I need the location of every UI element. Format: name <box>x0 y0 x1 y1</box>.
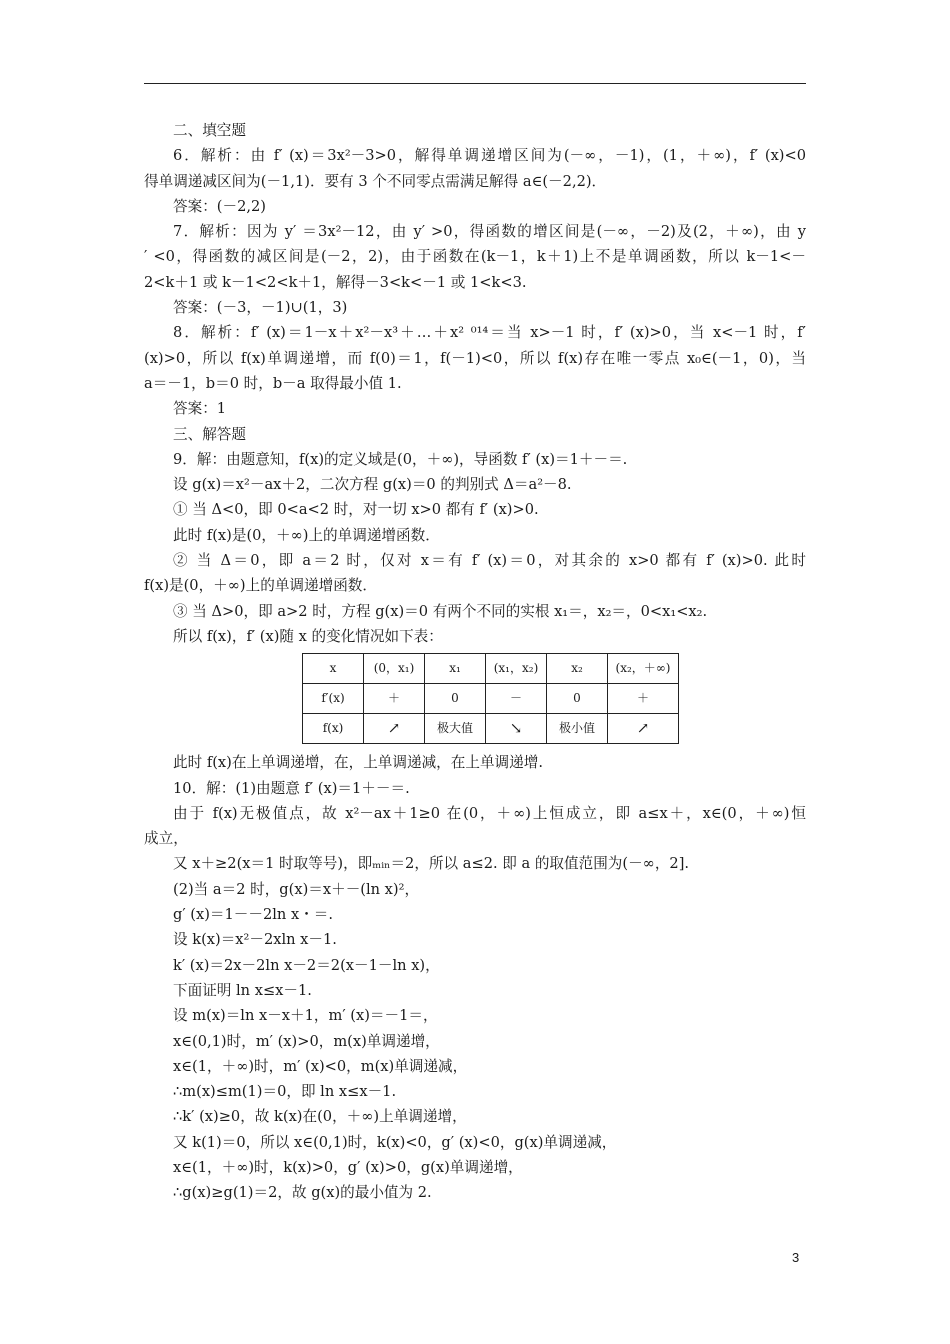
table-cell: x₁ <box>425 654 486 684</box>
text-line: 7．解析：因为 y′ ＝3x²－12，由 y′ >0，得函数的增区间是(－∞，－2)及(2，＋∞)，由 y <box>173 223 806 241</box>
text-line: 10．解：(1)由题意 f′ (x)＝1＋－＝. <box>173 779 410 797</box>
text-line: k′ (x)＝2x－2ln x－2＝2(x－1－ln x)， <box>173 956 440 974</box>
text-line: 得单调递减区间为(－1,1)．要有 3 个不同零点需满足解得 a∈(－2,2)． <box>144 172 607 190</box>
header-rule <box>144 83 806 84</box>
text-line: ∴m(x)≤m(1)＝0，即 ln x≤x－1. <box>173 1083 397 1101</box>
text-line: x∈(1，＋∞)时，k(x)>0，g′ (x)>0，g(x)单调递增， <box>173 1158 523 1176</box>
text-line: 设 m(x)＝ln x－x＋1，m′ (x)＝－1＝， <box>173 1007 438 1025</box>
text-line: 8．解析：f′ (x)＝1－x＋x²－x³＋…＋x² ⁰¹⁴＝当 x>－1 时，f′ (x)>0，当 x<－1 时，f′ <box>173 324 806 342</box>
text-line: 设 k(x)＝x²－2xln x－1. <box>173 931 337 949</box>
text-line: 下面证明 ln x≤x－1. <box>173 981 312 999</box>
text-line: 设 g(x)＝x²－ax＋2，二次方程 g(x)＝0 的判别式 Δ＝a²－8. <box>173 476 572 494</box>
document-body <box>144 118 806 1206</box>
table-cell: ↗ <box>364 714 425 744</box>
table-cell: x <box>303 654 364 684</box>
table-cell: (x₁，x₂) <box>486 654 547 684</box>
text-line: g′ (x)＝1－－2ln x・＝. <box>173 906 334 924</box>
text-block-after-table <box>144 750 806 1205</box>
text-line: 所以 f(x)，f′ (x)随 x 的变化情况如下表： <box>173 627 443 645</box>
table-cell: ↘ <box>486 714 547 744</box>
text-line: ③ 当 Δ>0，即 a>2 时，方程 g(x)＝0 有两个不同的实根 x₁＝，x₂＝，0<x₁<x₂. <box>173 602 708 620</box>
table-cell: 0 <box>425 684 486 714</box>
text-line: 二、填空题 <box>173 122 246 139</box>
table-cell: x₂ <box>547 654 608 684</box>
text-line: 此时 f(x)在上单调递增，在，上单调递减，在上单调递增. <box>173 754 543 772</box>
text-line: ① 当 Δ<0，即 0<a<2 时，对一切 x>0 都有 f′ (x)>0. <box>173 501 539 519</box>
text-line: (x)>0，所以 f(x)单调递增，而 f(0)＝1，f(－1)<0，所以 f(x)存在唯一零点 x₀∈(－1，0)，当 <box>144 349 806 367</box>
table-cell: 极小值 <box>547 714 608 744</box>
table-cell: f′(x) <box>303 684 364 714</box>
text-line: 此时 f(x)是(0，＋∞)上的单调递增函数． <box>173 526 440 544</box>
text-block-before-table <box>144 118 806 649</box>
text-line: 又 x＋≥2(x＝1 时取等号)，即ₘᵢₙ＝2，所以 a≤2. 即 a 的取值范围为(－∞，2]. <box>173 855 690 873</box>
table-cell: 极大值 <box>425 714 486 744</box>
table-cell: ↗ <box>608 714 679 744</box>
variation-table <box>302 653 679 744</box>
text-line: 答案：1 <box>173 400 227 418</box>
text-line: 又 k(1)＝0，所以 x∈(0,1)时，k(x)<0，g′ (x)<0，g(x)单调递减， <box>173 1133 617 1151</box>
table-cell: － <box>486 684 547 714</box>
text-line: x∈(1，＋∞)时，m′ (x)<0，m(x)单调递减， <box>173 1057 468 1075</box>
variation-table-wrapper <box>144 653 806 744</box>
text-line: 答案：(－2,2) <box>173 197 266 215</box>
table-cell: ＋ <box>364 684 425 714</box>
table-row <box>303 714 679 744</box>
text-line: ∴k′ (x)≥0，故 k(x)在(0，＋∞)上单调递增， <box>173 1108 467 1126</box>
text-line: 成立， <box>144 830 188 848</box>
table-cell: (0，x₁) <box>364 654 425 684</box>
table-cell: 0 <box>547 684 608 714</box>
page-number: 3 <box>792 1250 800 1265</box>
text-line: ② 当 Δ＝0，即 a＝2 时，仅对 x＝有 f′ (x)＝0，对其余的 x>0 都有 f′ (x)>0. 此时 <box>173 552 806 570</box>
text-line: 9．解：由题意知，f(x)的定义域是(0，＋∞)，导函数 f′ (x)＝1＋－＝. <box>173 450 628 468</box>
text-line: ′ <0，得函数的减区间是(－2，2)，由于函数在(k－1，k＋1)上不是单调函数，所以 k－1<－ <box>144 248 806 266</box>
text-line: (2)当 a＝2 时，g(x)＝x＋－(ln x)²， <box>173 880 420 898</box>
text-line: ∴g(x)≥g(1)＝2，故 g(x)的最小值为 2. <box>173 1184 432 1202</box>
text-line: 三、解答题 <box>173 425 246 443</box>
text-line: 6．解析：由 f′ (x)＝3x²－3>0，解得单调递增区间为(－∞，－1)，(1，＋∞)，f′ (x)<0 <box>173 147 806 165</box>
table-row <box>303 654 679 684</box>
table-cell: f(x) <box>303 714 364 744</box>
text-line: 答案：(－3，－1)∪(1，3) <box>173 299 348 317</box>
table-cell: (x₂，＋∞) <box>608 654 679 684</box>
text-line: 由于 f(x)无极值点，故 x²－ax＋1≥0 在(0，＋∞)上恒成立，即 a≤x＋，x∈(0，＋∞)恒 <box>173 804 806 822</box>
table-cell: ＋ <box>608 684 679 714</box>
text-line: 2<k＋1 或 k－1<2<k＋1，解得－3<k<－1 或 1<k<3. <box>144 273 527 291</box>
text-line: f(x)是(0，＋∞)上的单调递增函数． <box>144 577 377 595</box>
table-row <box>303 684 679 714</box>
text-line: a＝－1，b＝0 时，b－a 取得最小值 1. <box>144 374 402 392</box>
text-line: x∈(0,1)时，m′ (x)>0，m(x)单调递增， <box>173 1032 440 1050</box>
